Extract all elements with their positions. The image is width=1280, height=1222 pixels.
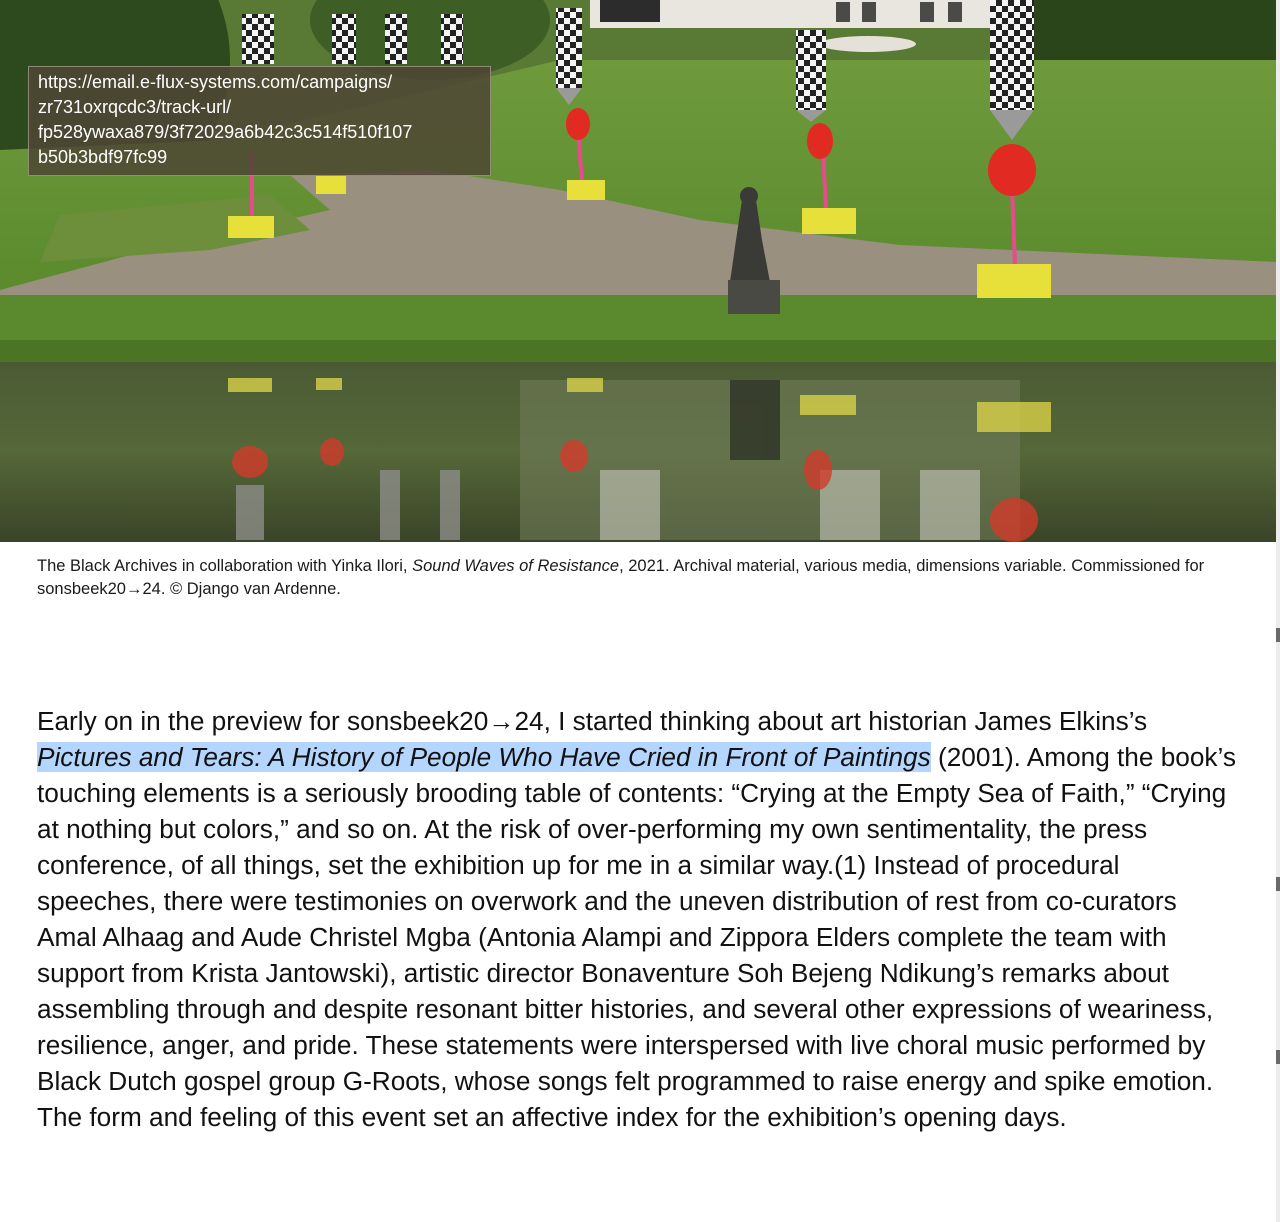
caption-details: , 2021. Archival material, various media, dimensions variable. Commissioned for sonsbeek20→24. © Django van Ardenne. xyxy=(37,557,1205,598)
caption-work-title: Sound Waves of Resistance xyxy=(412,557,620,575)
window-edge xyxy=(1276,0,1280,1222)
article-body xyxy=(37,703,1242,1135)
tooltip-url-line: fp528ywaxa879/3f72029a6b42c3c514f510f107 xyxy=(38,122,413,142)
article-paragraph xyxy=(37,703,1242,1135)
caption-credit: The Black Archives in collaboration with Yinka Ilori, xyxy=(37,557,413,575)
paragraph-rest: (2001). Among the book’s touching elements is a seriously brooding table of contents: “Crying at the Empty Sea of Faith,” “Crying at nothing but colors,” and so on. At the risk of over-performing my own sentimentality, the press conference, of all things, set the exhibition up for me in a similar way.(1) Instead of procedural speeches, there were testimonies on overwork and the uneven distribution of rest from co-curators Amal Alhaag and Aude Christel Mgba (Antonia Alampi and Zippora Elders complete the team with support from Krista Jantowski), artistic director Bonaventure Soh Bejeng Ndikung’s remarks about assembling through and despite resonant bitter histories, and several other expressions of weariness, resilience, anger, and pride. These statements were interspersed with live choral music performed by Black Dutch gospel group G-Roots, whose songs felt programmed to raise energy and spike emotion. The form and feeling of this event set an affective index for the exhibition’s opening days. xyxy=(37,742,1236,1132)
paragraph-lead: Early on in the preview for sonsbeek20→24, I started thinking about art historian James Elkins’s xyxy=(37,706,1148,736)
edge-marker xyxy=(1276,628,1280,642)
tooltip-url-line: https://email.e-flux-systems.com/campaigns/ xyxy=(38,72,393,92)
tooltip-url-line: zr731oxrqcdc3/track-url/ xyxy=(38,97,232,117)
selected-book-title[interactable]: Pictures and Tears: A History of People Who Have Cried in Front of Paintings xyxy=(37,742,931,772)
image-caption xyxy=(37,555,1277,601)
edge-marker xyxy=(1276,877,1280,891)
installation-photo[interactable] xyxy=(0,0,1276,542)
link-url-tooltip xyxy=(28,66,491,176)
tooltip-url-line: b50b3bdf97fc99 xyxy=(38,147,168,167)
edge-marker xyxy=(1276,1050,1280,1064)
